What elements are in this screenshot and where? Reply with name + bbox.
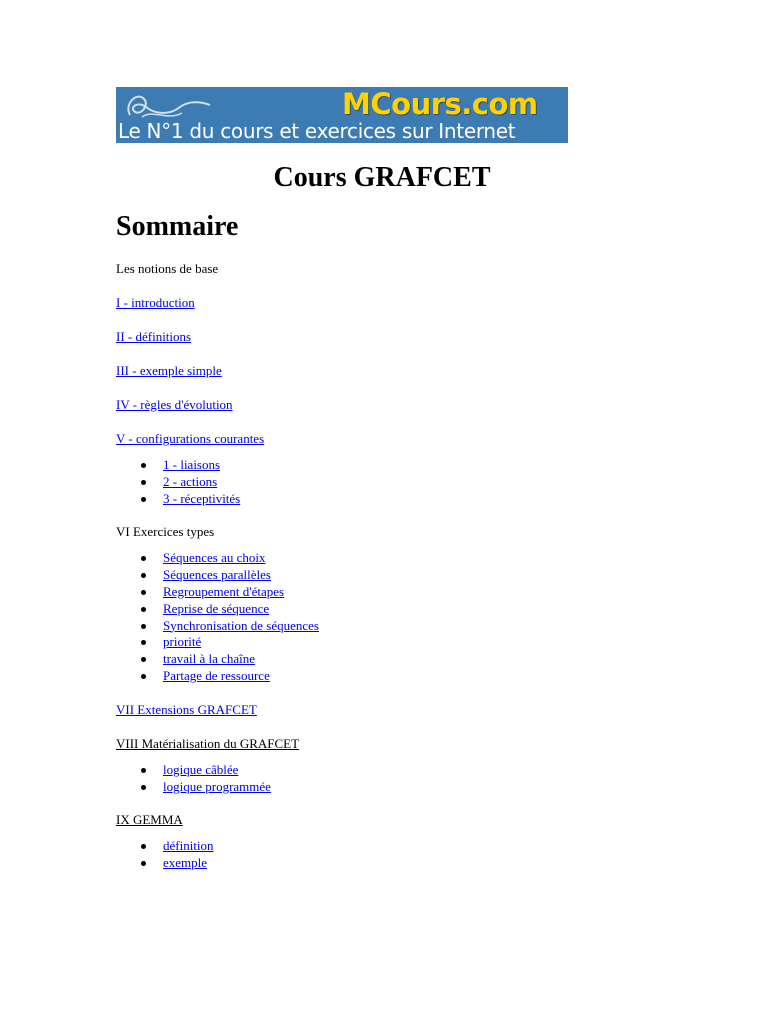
toc-link-introduction[interactable]: I - introduction (116, 295, 195, 310)
toc-link-liaisons[interactable]: 1 - liaisons (163, 457, 221, 472)
toc-link-regroupement-etapes[interactable]: Regroupement d'étapes (163, 583, 285, 599)
page-title: Cours GRAFCET (273, 162, 491, 193)
bullet-icon (141, 785, 146, 790)
toc-link-reprise-sequence[interactable]: Reprise de séquence (163, 600, 270, 616)
bullet-icon (141, 768, 146, 773)
toc-heading-gemma: IX GEMMA (116, 812, 183, 828)
list-item (116, 584, 676, 601)
gemma-sublist (116, 838, 676, 872)
mcours-banner-logo[interactable] (116, 87, 568, 143)
configurations-sublist (116, 457, 676, 507)
list-item (116, 474, 676, 491)
toc-link-gemma-definition[interactable]: définition (163, 838, 214, 854)
list-item (116, 838, 676, 855)
list-item (116, 457, 676, 474)
toc-link-exemple-simple[interactable]: III - exemple simple (116, 363, 222, 378)
toc-link-configurations[interactable]: V - configurations courantes (116, 431, 265, 446)
toc-link-receptivites[interactable]: 3 - réceptivités (163, 490, 241, 506)
list-item (116, 601, 676, 618)
toc-link-regles-evolution[interactable]: IV - règles d'évolution (116, 397, 233, 412)
summary-heading: Sommaire (116, 211, 239, 242)
toc-link-actions[interactable]: 2 - actions (163, 473, 218, 489)
toc-link-partage-ressource[interactable]: Partage de ressource (163, 667, 270, 683)
toc-heading-materialisation: VIII Matérialisation du GRAFCET (116, 735, 300, 751)
toc-link-synchronisation[interactable]: Synchronisation de séquences (163, 617, 319, 633)
toc-link-logique-programmee[interactable]: logique programmée (163, 778, 271, 794)
list-item (116, 779, 676, 796)
table-of-contents (116, 261, 676, 872)
bullet-icon (141, 590, 146, 595)
bullet-icon (141, 844, 146, 849)
exercices-sublist (116, 550, 676, 684)
brand-name: MCours.com (342, 87, 538, 121)
toc-link-sequences-choix[interactable]: Séquences au choix (163, 550, 266, 566)
materialisation-sublist (116, 762, 676, 796)
list-item (116, 668, 676, 685)
list-item (116, 762, 676, 779)
list-item (116, 651, 676, 668)
toc-link-sequences-paralleles[interactable]: Séquences parallèles (163, 567, 271, 583)
bullet-icon (141, 657, 146, 662)
document-page (116, 87, 716, 871)
bullet-icon (141, 463, 146, 468)
bullet-icon (141, 861, 146, 866)
toc-heading-exercices: VI Exercices types (116, 524, 215, 540)
toc-link-extensions[interactable]: VII Extensions GRAFCET (116, 701, 257, 717)
bullet-icon (141, 624, 146, 629)
bullet-icon (141, 573, 146, 578)
list-item (116, 567, 676, 584)
toc-link-definitions[interactable]: II - définitions (116, 329, 192, 344)
bullet-icon (141, 607, 146, 612)
toc-link-logique-cablee[interactable]: logique câblée (163, 761, 239, 777)
toc-link-gemma-exemple[interactable]: exemple (163, 855, 208, 871)
toc-heading-base: Les notions de base (116, 261, 219, 276)
brand-tagline: Le N°1 du cours et exercices sur Internet (118, 119, 516, 143)
list-item (116, 491, 676, 508)
toc-link-priorite[interactable]: priorité (163, 634, 202, 650)
bullet-icon (141, 674, 146, 679)
swirl-logo-icon (122, 87, 212, 121)
bullet-icon (141, 480, 146, 485)
list-item (116, 618, 676, 635)
bullet-icon (141, 497, 146, 502)
bullet-icon (141, 640, 146, 645)
bullet-icon (141, 556, 146, 561)
list-item (116, 855, 676, 872)
list-item (116, 550, 676, 567)
toc-link-travail-chaine[interactable]: travail à la chaîne (163, 651, 256, 667)
list-item (116, 634, 676, 651)
